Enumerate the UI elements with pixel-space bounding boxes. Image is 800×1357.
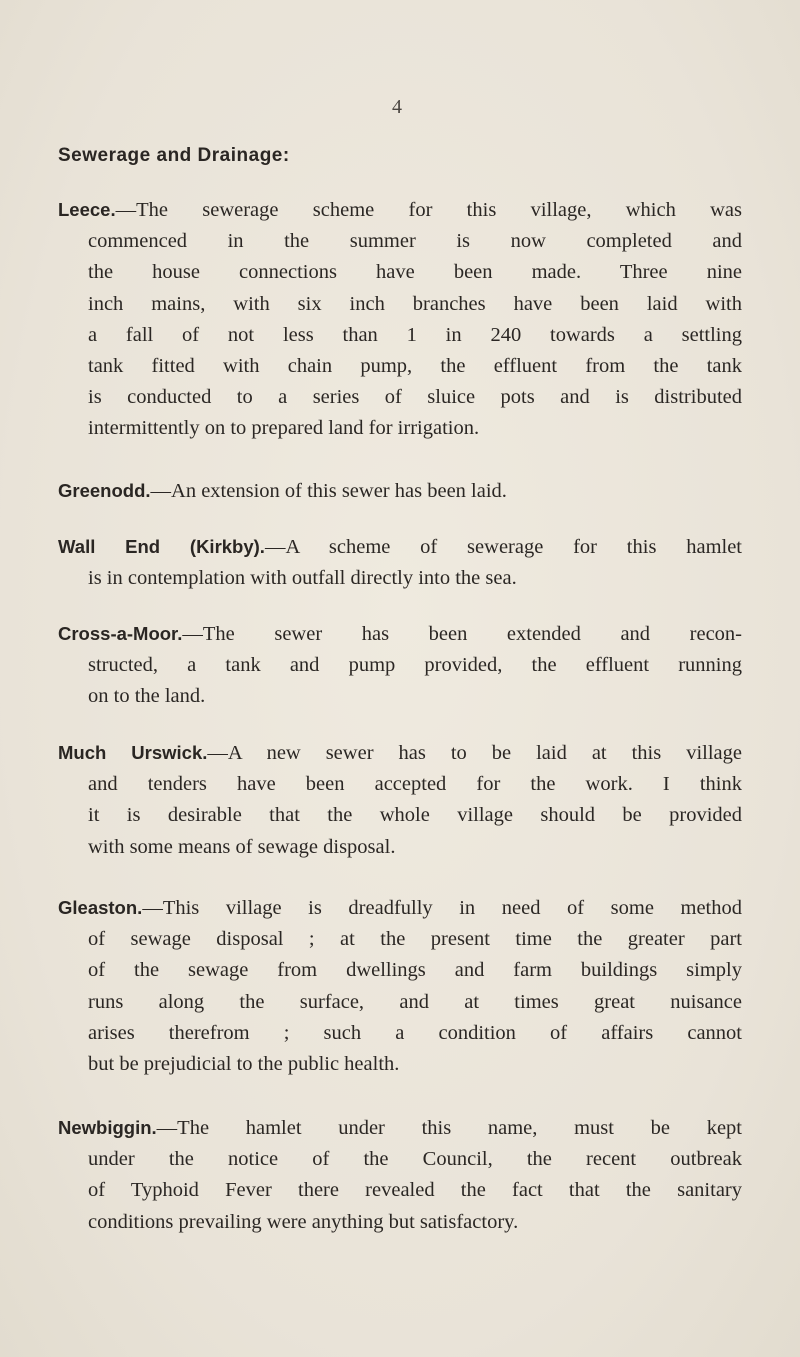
entry-gleaston bbox=[58, 892, 742, 1080]
entry-line: —The sewerage scheme for this village, which was bbox=[115, 199, 742, 221]
entry-greenodd bbox=[58, 475, 742, 507]
entry-name: Cross-a-Moor. bbox=[58, 623, 183, 644]
entry-wall-end bbox=[58, 531, 742, 594]
entry-line: of the sewage from dwellings and farm buildings simply bbox=[88, 959, 742, 982]
entry-line: and tenders have been accepted for the work. I think bbox=[88, 773, 742, 796]
entry-much-urswick bbox=[58, 737, 742, 863]
entry-leece bbox=[58, 194, 742, 445]
entry-line: of sewage disposal ; at the present time the greater part bbox=[88, 928, 742, 951]
entry-line: commenced in the summer is now completed and bbox=[88, 230, 742, 253]
entry-line: is conducted to a series of sluice pots and is distributed bbox=[88, 386, 742, 409]
section-heading: Sewerage and Drainage: bbox=[58, 145, 290, 166]
entry-line: tank fitted with chain pump, the effluent from the tank bbox=[88, 355, 742, 378]
entry-line: —A scheme of sewerage for this hamlet bbox=[264, 536, 743, 558]
entry-line: —The hamlet under this name, must be kept bbox=[156, 1117, 742, 1139]
entry-line: —The sewer has been extended and recon- bbox=[182, 623, 742, 645]
entry-line: runs along the surface, and at times great nuisance bbox=[88, 990, 742, 1013]
entry-line: it is desirable that the whole village should be provided bbox=[88, 804, 742, 827]
entry-line: conditions prevailing were anything but satisfactory. bbox=[88, 1210, 519, 1233]
entry-line: is in contemplation with outfall directly into the sea. bbox=[88, 567, 517, 590]
entry-line: inch mains, with six inch branches have been laid with bbox=[88, 292, 742, 315]
entry-name: Newbiggin. bbox=[58, 1117, 157, 1138]
entry-name: Greenodd. bbox=[58, 480, 151, 501]
entry-line: —This village is dreadfully in need of some method bbox=[142, 897, 742, 919]
page-number: 4 bbox=[392, 96, 402, 118]
entry-line: a fall of not less than 1 in 240 towards a settling bbox=[88, 323, 742, 346]
entry-line: on to the land. bbox=[88, 685, 206, 708]
entry-name: Wall End (Kirkby). bbox=[58, 536, 265, 557]
entry-newbiggin bbox=[58, 1112, 742, 1238]
entry-line: but be prejudicial to the public health. bbox=[88, 1053, 400, 1076]
entry-line: the house connections have been made. Three nine bbox=[88, 261, 742, 284]
entry-line: with some means of sewage disposal. bbox=[88, 835, 396, 858]
entry-cross-a-moor bbox=[58, 618, 742, 713]
entry-line: intermittently on to prepared land for irrigation. bbox=[88, 417, 480, 440]
entry-name: Much Urswick. bbox=[58, 742, 208, 763]
entry-line: —A new sewer has to be laid at this village bbox=[207, 742, 742, 764]
entry-name: Gleaston. bbox=[58, 897, 143, 918]
entry-name: Leece. bbox=[58, 199, 116, 220]
entry-line: structed, a tank and pump provided, the effluent running bbox=[88, 654, 742, 677]
entry-line: arises therefrom ; such a condition of affairs cannot bbox=[88, 1021, 742, 1044]
entry-line: of Typhoid Fever there revealed the fact that the sanitary bbox=[88, 1179, 742, 1202]
entry-line: under the notice of the Council, the recent outbreak bbox=[88, 1148, 742, 1171]
entry-line: —An extension of this sewer has been laid. bbox=[150, 480, 507, 502]
